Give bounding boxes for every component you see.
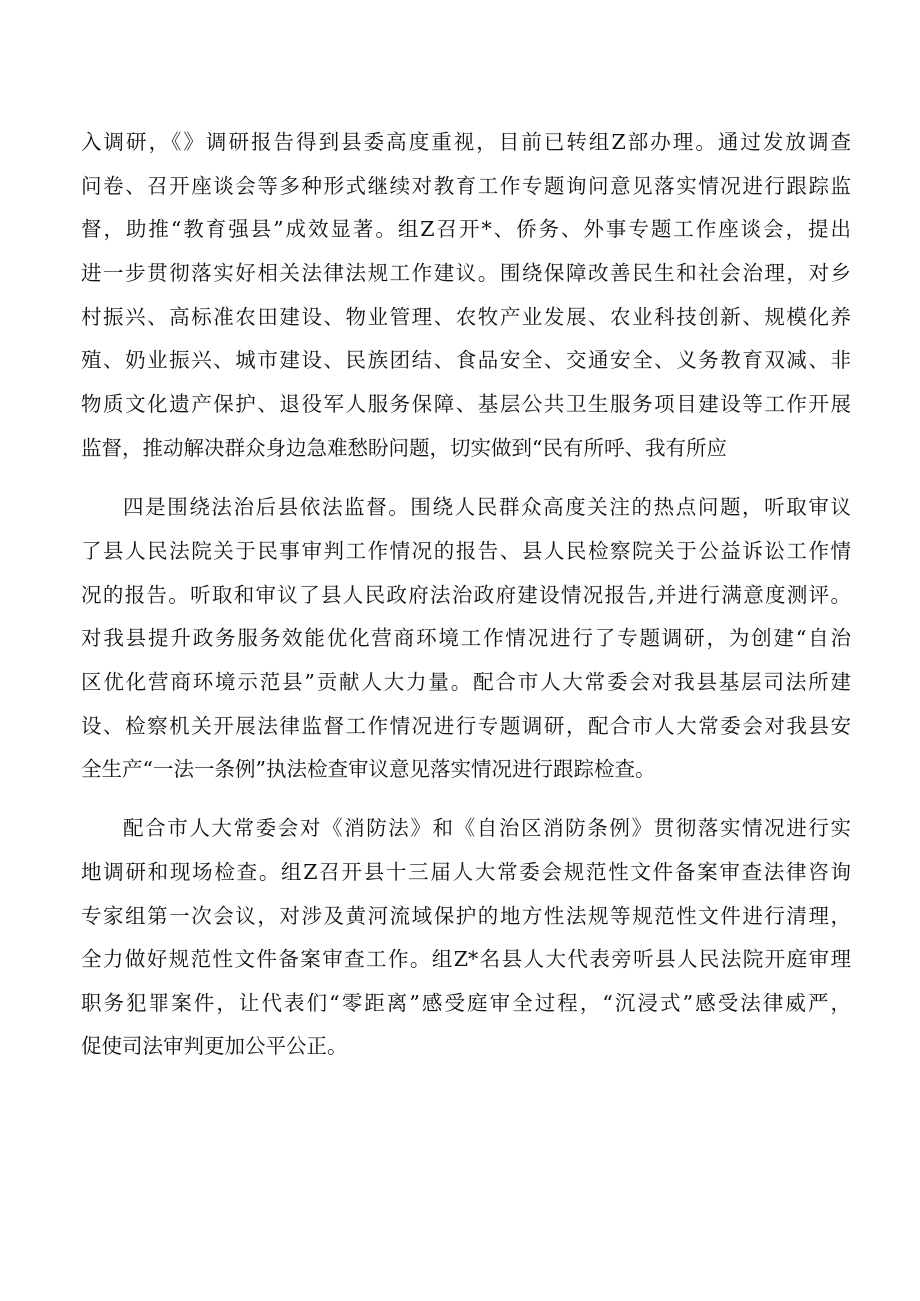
text-line: 物质文化遗产保护、退役军人服务保障、基层公共卫生服务项目建设等工作开展	[81, 392, 851, 416]
text-line: 督，助推“教育强县”成效显著。组Z召开*、侨务、外事专题工作座谈会，提出	[81, 217, 851, 241]
text-line: 入调研，《》调研报告得到县委高度重视，目前已转组Z部办理。通过发放调查	[81, 130, 851, 154]
text-line: 村振兴、高标准农田建设、物业管理、农牧产业发展、农业科技创新、规模化养	[81, 305, 851, 329]
text-line: 区优化营商环境示范县”贡献人大力量。配合市人大常委会对我县基层司法所建	[81, 670, 851, 694]
text-line: 了县人民法院关于民事审判工作情况的报告、县人民检察院关于公益诉讼工作情	[81, 539, 851, 563]
text-line: 四是围绕法治后县依法监督。围绕人民群众高度关注的热点问题，听取审议	[123, 495, 851, 519]
text-line: 配合市人大常委会对《消防法》和《自治区消防条例》贯彻落实情况进行实	[123, 816, 851, 840]
text-line: 专家组第一次会议，对涉及黄河流域保护的地方性法规等规范性文件进行清理，	[81, 904, 851, 928]
text-line: 况的报告。听取和审议了县人民政府法治政府建设情况报告,并进行满意度测评。	[81, 583, 851, 607]
text-line: 职务犯罪案件，让代表们“零距离”感受庭审全过程，“沉浸式”感受法律威严，	[81, 991, 851, 1015]
text-line: 问卷、召开座谈会等多种形式继续对教育工作专题询问意见落实情况进行跟踪监	[81, 174, 851, 198]
text-line: 设、检察机关开展法律监督工作情况进行专题调研，配合市人大常委会对我县安	[81, 714, 851, 738]
text-line: 进一步贯彻落实好相关法律法规工作建议。围绕保障改善民生和社会治理，对乡	[81, 261, 851, 285]
text-line: 地调研和现场检查。组Z召开县十三届人大常委会规范性文件备案审查法律咨询	[81, 860, 851, 884]
text-line: 全生产“一法一条例”执法检查审议意见落实情况进行跟踪检查。	[81, 757, 656, 781]
text-line: 殖、奶业振兴、城市建设、民族团结、食品安全、交通安全、义务教育双减、非	[81, 348, 851, 372]
text-line: 对我县提升政务服务效能优化营商环境工作情况进行了专题调研，为创建“自治	[81, 626, 851, 650]
text-line: 监督，推动解决群众身边急难愁盼问题，切实做到“民有所呼、我有所应	[81, 436, 727, 460]
text-line: 促使司法审判更加公平公正。	[81, 1034, 348, 1058]
text-line: 全力做好规范性文件备案审查工作。组Z*名县人大代表旁听县人民法院开庭审理	[81, 947, 851, 971]
